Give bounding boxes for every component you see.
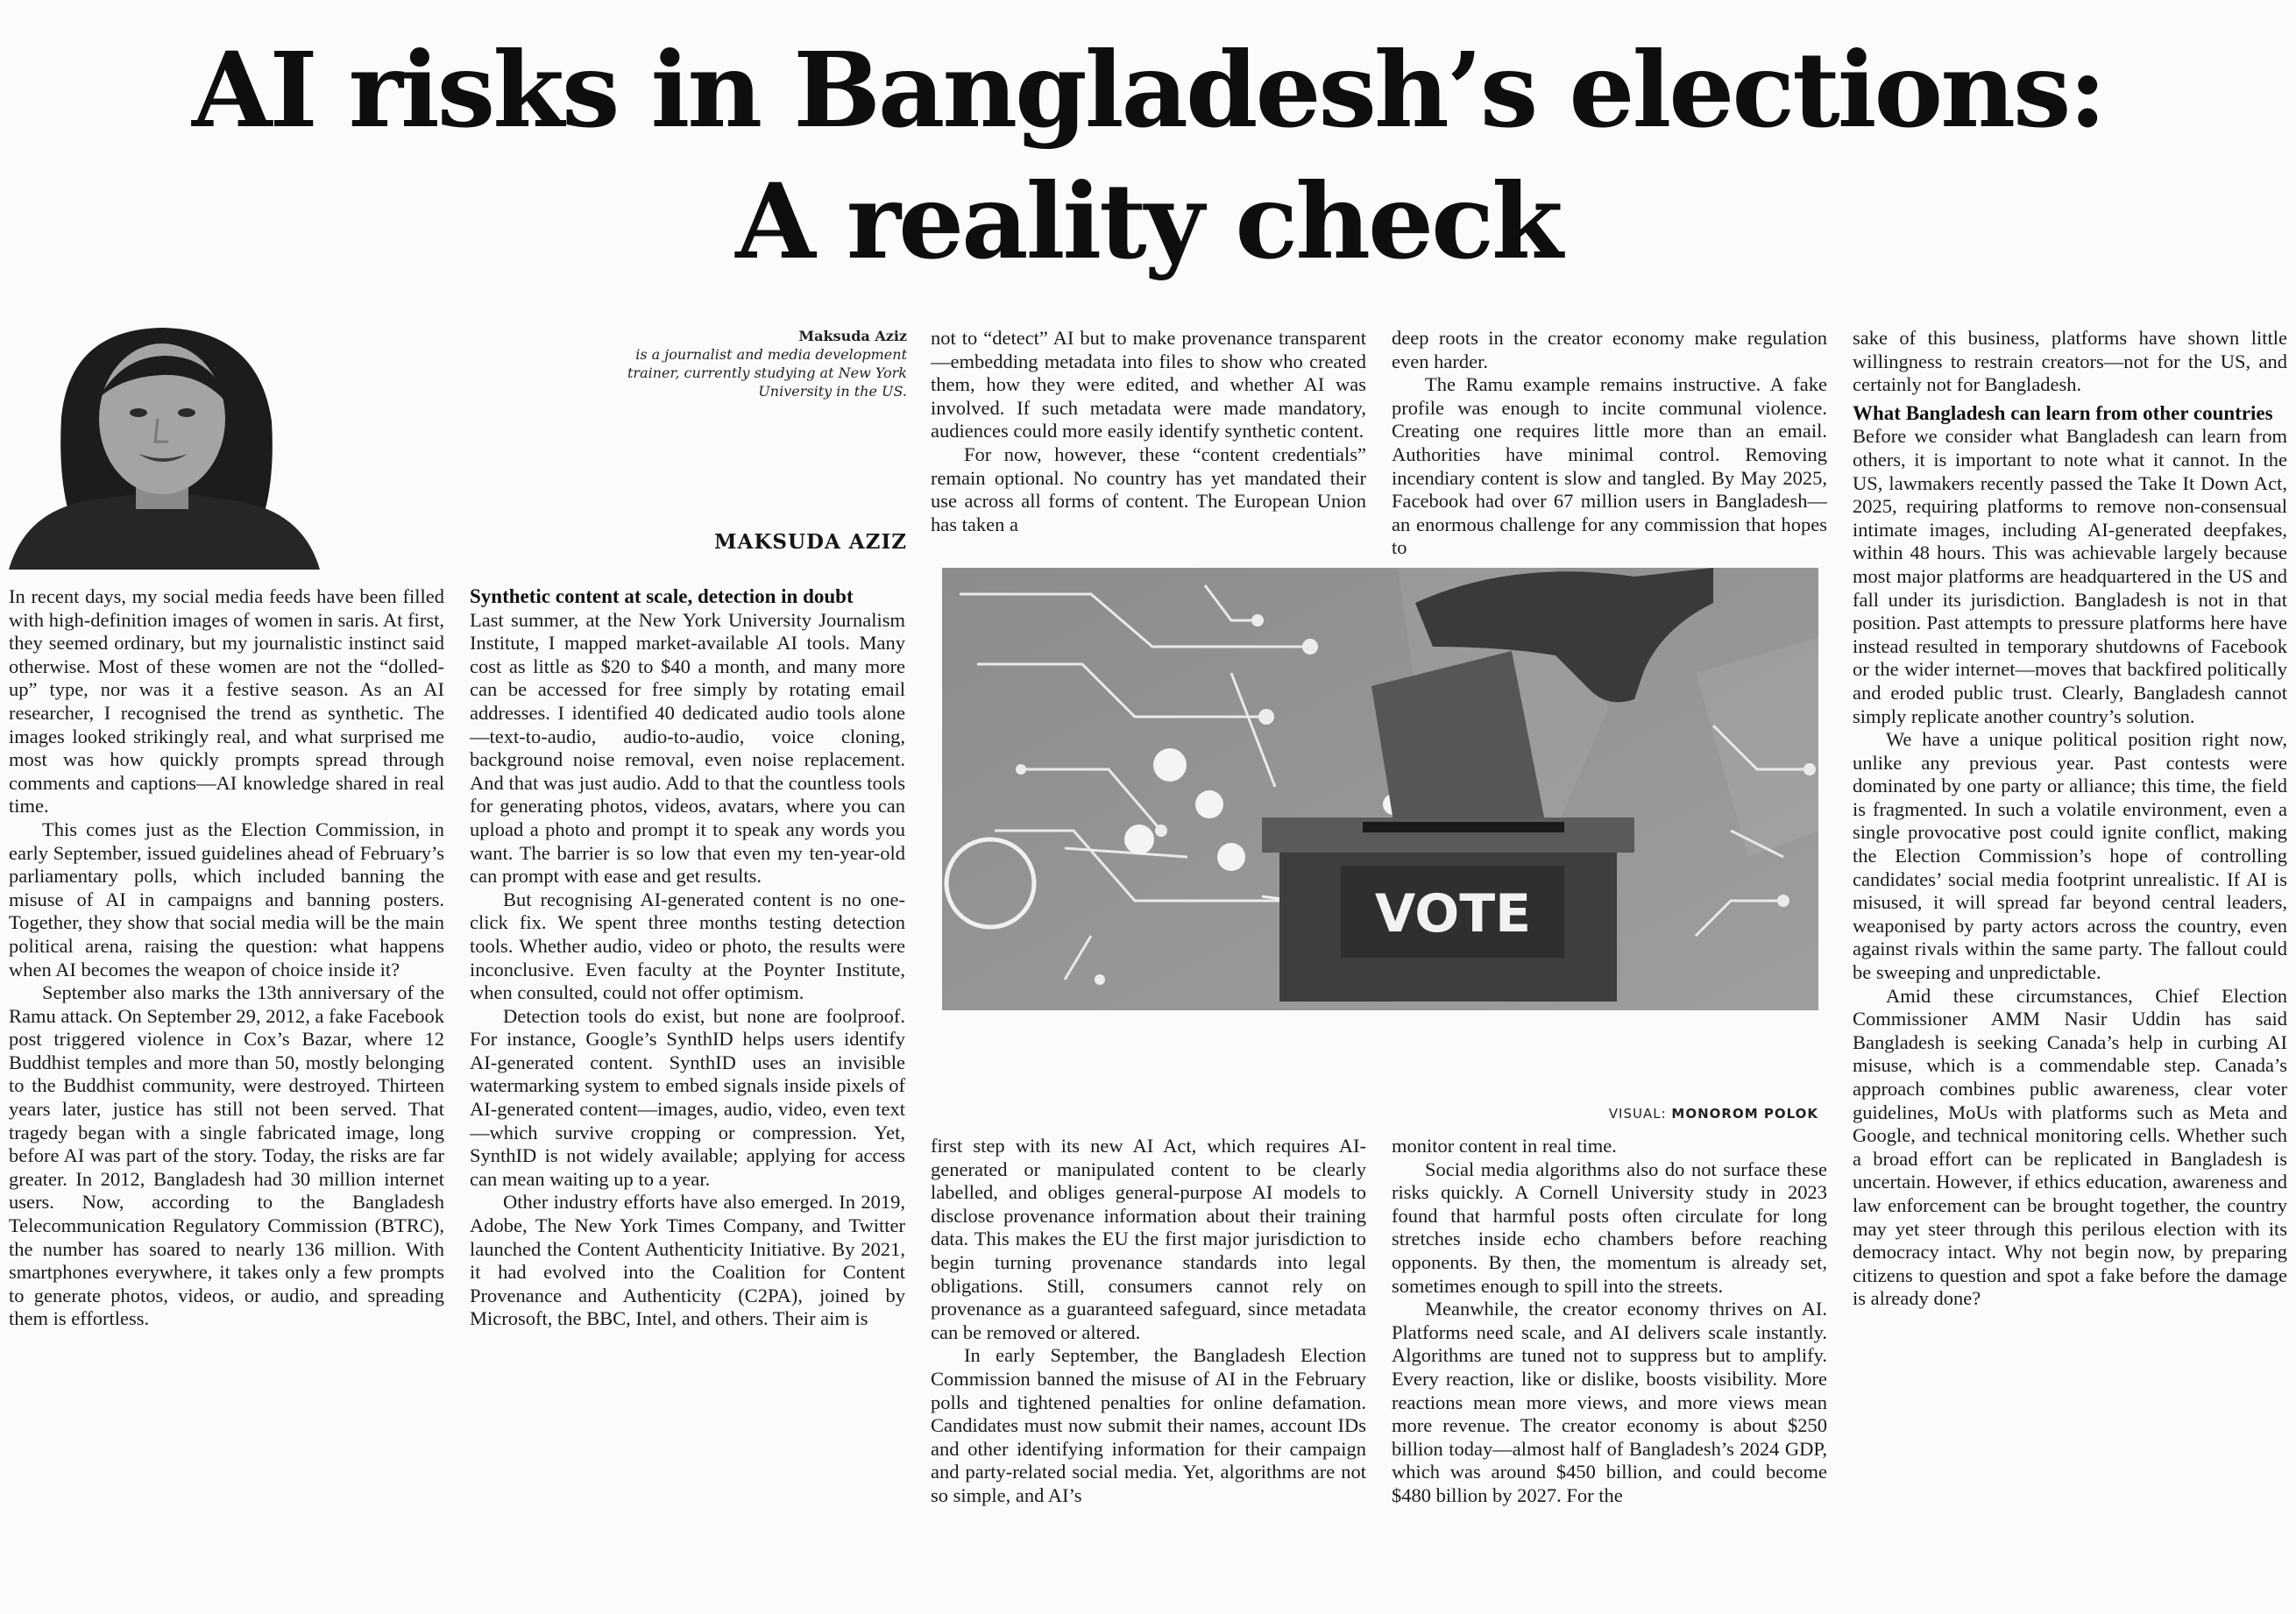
paragraph: Amid these circumstances, Chief Election Commissioner AMM Nasir Uddin has said Bangladesh is seeking Canada’s help in curbing AI misuse, which is a commendable step. Canada’s approach combines public awareness, clear voter guidelines, MoUs with platforms such as Meta and Google, and technical monitoring cells. Whether such a broad effort can be replicated in Bangladesh is uncertain. However, if ethics education, awareness and law enforcement can be brought together, the country may yet steer through this perilous election with its democracy intact. Why not begin now, by preparing citizens to question and spot a fake before the damage is already done? (1853, 984, 2287, 1310)
paragraph: monitor content in real time. (1392, 1135, 1617, 1157)
headline-line-2: A reality check (735, 160, 1561, 282)
section-heading: What Bangladesh can learn from other countries (1853, 401, 2273, 424)
article-column-3-bottom (931, 1135, 1366, 1602)
paragraph: not to “detect” AI but to make provenance transparent—embedding metadata into files to show who created them, how they were edited, and whether AI was involved. If such metadata were made mandatory, audiences could more easily identify synthetic content. (931, 327, 1366, 442)
paragraph: Social media algorithms also do not surface these risks quickly. A Cornell University study in 2023 found that harmful posts often circulate for long stretches inside echo chambers before reaching opponents. By then, the momentum is already set, sometimes enough to spill into the streets. (1392, 1157, 1827, 1297)
ballot-box (1262, 818, 1634, 1002)
article-column-4-top (1392, 327, 1827, 559)
paragraph: Before we consider what Bangladesh can learn from others, it is important to note what it cannot. In the US, lawmakers recently passed the Take It Down Act, 2025, requiring platforms to remove non-consensual intimate images, including AI-generated deepfakes, within 48 hours. This was achievable largely because most major platforms are headquartered in the US and fall under its jurisdiction. Bangladesh is not in that position. Past attempts to pressure platforms here have instead resulted in temporary shutdowns of Facebook or the wider internet—moves that backfired politically and eroded public trust. Clearly, Bangladesh cannot simply replicate another country’s solution. (1853, 425, 2287, 727)
headline (0, 25, 2296, 287)
paragraph: The Ramu example remains instructive. A fake profile was enough to incite communal violence. Creating one requires little more than an email. Authorities have minimal control. Removing incendiary content is slow and tangled. By May 2025, Facebook had over 67 million users in Bangladesh—an enormous challenge for any commission that hopes to (1392, 373, 1827, 559)
article-column-5 (1853, 327, 2287, 1602)
paragraph: Detection tools do exist, but none are foolproof. For instance, Google’s SynthID helps users identify AI-generated content. SynthID uses an invisible watermarking system to embed signals inside pixels of AI-generated content—images, audio, video, even text—which survive cropping or compression. Yet, SynthID is not widely available; applying for access can mean waiting up to a year. (470, 1004, 905, 1190)
article-column-4-bottom (1392, 1135, 1827, 1602)
paragraph: This comes just as the Election Commission, in early September, issued guidelines ahead of February’s parliamentary polls, which included banning the misuse of AI in campaigns and banning posters. Together, they show that social media will be the main political arena, raising the question: what happens when AI becomes the weapon of choice inside it? (9, 818, 444, 980)
article-column-3-top (931, 327, 1366, 559)
paragraph: We have a unique political position right now, unlike any previous year. Past contests were dominated by one party or alliance; this time, the field is fragmented. In such a volatile environment, even a single provocative post could ignite conflict, making the Election Commission’s hope of controlling candidates’ social media footprint unrealistic. If AI is misused, it will spread far beyond central leaders, weaponised by party actors across the country, even against rivals within the same party. The fallout could be sweeping and unpredictable. (1853, 728, 2287, 984)
author-bio-name: Maksuda Aziz (798, 328, 907, 344)
byline: MAKSUDA AZIZ (714, 530, 907, 554)
author-portrait (9, 321, 320, 570)
paragraph: sake of this business, platforms have shown little willingness to restrain creators—not for the US, and certainly not for Bangladesh. (1853, 327, 2287, 396)
ballot-box-label: VOTE (1374, 883, 1532, 945)
vote-illustration (942, 568, 1818, 1010)
paragraph: Meanwhile, the creator economy thrives on AI. Platforms need scale, and AI delivers scale instantly. Algorithms are tuned not to suppress but to amplify. Every reaction, like or dislike, boosts visibility. More reactions mean more views, and more views mean more revenue. The creator economy is about $250 billion today—almost half of Bangladesh’s 2024 GDP, which was around $450 billion, and could become $480 billion by 2027. For the (1392, 1298, 1827, 1506)
author-bio (613, 327, 907, 400)
credit-name: MONOROM POLOK (1671, 1106, 1818, 1122)
paragraph: September also marks the 13th anniversary of the Ramu attack. On September 29, 2012, a fake Facebook post triggered violence in Cox’s Bazar, where 12 Buddhist temples and more than 50, mostly belonging to the Buddhist community, were destroyed. Thirteen years later, justice has still not been served. That tragedy began with a single fabricated image, long before AI was part of the story. Today, the risks are far greater. In 2012, Bangladesh had 30 million internet users. Now, according to the Bangladesh Telecommunication Regulatory Commission (BTRC), the number has soared to nearly 136 million. With smartphones everywhere, it takes only a few prompts to generate photos, videos, or audio, and spreading them is effortless. (9, 981, 444, 1330)
illustration-credit (942, 1106, 1818, 1122)
credit-label: VISUAL: (1608, 1106, 1667, 1122)
paragraph: In recent days, my social media feeds have been filled with high-definition images of women in saris. At first, they seemed ordinary, but my journalistic instinct said otherwise. Most of these women are not the “dolled-up” type, nor was it a festive season. As an AI researcher, I recognised the trend as synthetic. The images looked strikingly real, and what surprised me most was how quickly prompts spread through comments and captions—AI knowledge shared in real time. (9, 585, 444, 818)
paragraph: But recognising AI-generated content is no one-click fix. We spent three months testing detection tools. Whether audio, video or photo, the results were inconclusive. Even faculty at the Poynter Institute, when consulted, could not offer optimism. (470, 888, 905, 1004)
article-column-2 (470, 585, 905, 1602)
paragraph: For now, however, these “content credentials” remain optional. No country has yet mandated their use across all forms of content. The European Union has taken a (931, 442, 1366, 535)
paragraph: first step with its new AI Act, which requires AI-generated or manipulated content to be clearly labelled, and obliges general-purpose AI models to disclose provenance information about their training data. This makes the EU the first major jurisdiction to begin turning provenance standards into legal obligations. Still, consumers cannot rely on provenance as a guaranteed safeguard, since metadata can be removed or altered. (931, 1135, 1366, 1343)
section-heading: Synthetic content at scale, detection in doubt (470, 585, 854, 607)
paragraph: Other industry efforts have also emerged. In 2019, Adobe, The New York Times Company, and Twitter launched the Content Authenticity Initiative. By 2021, it had evolved into the Coalition for Content Provenance and Authenticity (C2PA), joined by Microsoft, the BBC, Intel, and others. Their aim is (470, 1191, 905, 1330)
paragraph: deep roots in the creator economy make regulation even harder. (1392, 327, 1827, 372)
paragraph: In early September, the Bangladesh Election Commission banned the misuse of AI in the February polls and tightened penalties for online defamation. Candidates must now submit their names, account IDs and other identifying information for their campaign and party-related social media. Yet, algorithms are not so simple, and AI’s (931, 1344, 1366, 1506)
author-bio-text: is a journalist and media development trainer, currently studying at New York University in the US. (627, 346, 907, 400)
paragraph: Last summer, at the New York University Journalism Institute, I mapped market-available AI tools. Many cost as little as $20 to $40 a month, and many more can be accessed for free simply by rotating email addresses. I identified 40 dedicated audio tools alone—text-to-audio, audio-to-audio, voice cloning, background noise removal, even noise replacement. And that was just audio. Add to that the countless tools for generating photos, videos, avatars, where you can upload a photo and prompt it to speak any words you want. The barrier is so low that even my ten-year-old can prompt with ease and get results. (470, 608, 905, 888)
headline-line-1: AI risks in Bangladesh’s elections: (191, 29, 2105, 151)
article-column-1 (9, 585, 444, 1602)
